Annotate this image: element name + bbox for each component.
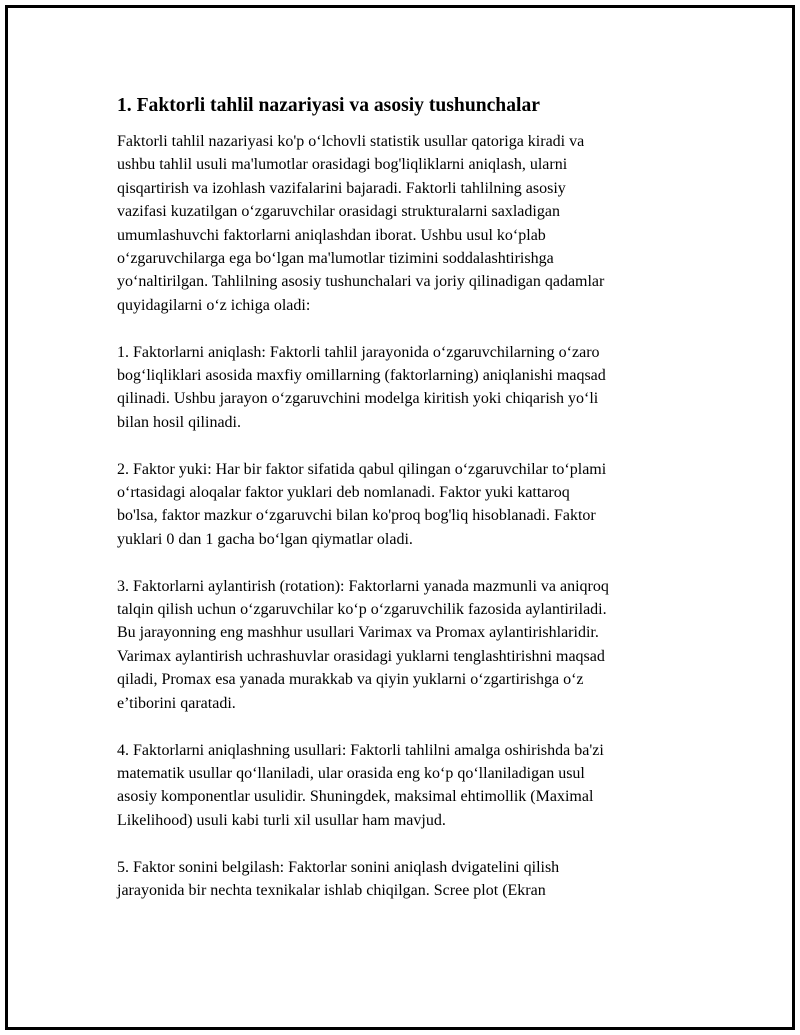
text-line: Likelihood) usuli kabi turli xil usullar ham mavjud. <box>117 811 446 829</box>
text-line: ushbu tahlil usuli ma'lumotlar orasidagi bog'liqliklarni aniqlash, ularni <box>117 156 568 174</box>
text-line: e’tiborini qaratadi. <box>117 694 236 712</box>
text-line: qilinadi. Ushbu jarayon o‘zgaruvchini modelga kiritish yoki chiqarish yo‘li <box>117 390 599 408</box>
text-line: qisqartirish va izohlash vazifalarini bajaradi. Faktorli tahlilning asosiy <box>117 179 566 197</box>
paragraph-item-5 <box>117 856 692 903</box>
text-line: matematik usullar qo‘llaniladi, ular orasida eng ko‘p qo‘llaniladigan usul <box>117 764 585 782</box>
text-line: umumlashuvchi faktorlarni aniqlashdan iborat. Ushbu usul ko‘plab <box>117 226 546 244</box>
paragraph-item-2 <box>117 458 692 552</box>
text-line: o‘zgaruvchilarga ega bo‘lgan ma'lumotlar tizimini soddalashtirishga <box>117 250 554 268</box>
paragraph-item-1 <box>117 341 692 435</box>
text-line: vazifasi kuzatilgan o‘zgaruvchilar orasidagi strukturalarni saxladigan <box>117 203 560 221</box>
text-line: bo'lsa, faktor mazkur o‘zgaruvchi bilan ko'proq bog'liq hisoblanadi. Faktor <box>117 507 596 525</box>
text-line: bog‘liqliklari asosida maxfiy omillarning (faktorlarning) aniqlanishi maqsad <box>117 367 606 385</box>
text-line: asosiy komponentlar usulidir. Shuningdek, maksimal ehtimollik (Maximal <box>117 788 594 806</box>
text-line: bilan hosil qilinadi. <box>117 413 241 431</box>
paragraph-item-4 <box>117 739 692 833</box>
section-heading: 1. Faktorli tahlil nazariyasi va asosiy tushunchalar <box>117 95 540 116</box>
text-line: 3. Faktorlarni aylantirish (rotation): Faktorlarni yanada mazmunli va aniqroq <box>117 577 609 595</box>
text-line: 5. Faktor sonini belgilash: Faktorlar sonini aniqlash dvigatelini qilish <box>117 858 560 876</box>
text-line: 1. Faktorlarni aniqlash: Faktorli tahlil jarayonida o‘zgaruvchilarning o‘zaro <box>117 343 600 361</box>
text-line: Varimax aylantirish uchrashuvlar orasidagi yuklarni tenglashtirishni maqsad <box>117 647 605 665</box>
text-line: Faktorli tahlil nazariyasi ko'p o‘lchovli statistik usullar qatoriga kiradi va <box>117 133 585 150</box>
text-line: quyidagilarni o‘z ichiga oladi: <box>117 296 311 314</box>
text-line: talqin qilish uchun o‘zgaruvchilar ko‘p o‘zgaruvchilik fazosida aylantiriladi. <box>117 601 607 619</box>
text-line: 2. Faktor yuki: Har bir faktor sifatida qabul qilingan o‘zgaruvchilar to‘plami <box>117 460 607 478</box>
document-body <box>117 92 692 926</box>
paragraph-item-3 <box>117 575 692 715</box>
text-line: o‘rtasidagi aloqalar faktor yuklari deb nomlanadi. Faktor yuki kattaroq <box>117 484 570 502</box>
text-line: Bu jarayonning eng mashhur usullari Varimax va Promax aylantirishlaridir. <box>117 624 599 642</box>
text-line: yuklari 0 dan 1 gacha bo‘lgan qiymatlar oladi. <box>117 530 413 548</box>
paragraph-intro <box>117 130 692 317</box>
text-line: yo‘naltirilgan. Tahlilning asosiy tushunchalari va joriy qilinadigan qadamlar <box>117 273 605 291</box>
text-line: 4. Faktorlarni aniqlashning usullari: Faktorli tahlilni amalga oshirishda ba'zi <box>117 741 604 759</box>
text-line: jarayonida bir nechta texnikalar ishlab chiqilgan. Scree plot (Ekran <box>117 881 546 899</box>
text-line: qiladi, Promax esa yanada murakkab va qiyin yuklarni o‘zgartirishga o‘z <box>117 671 584 689</box>
